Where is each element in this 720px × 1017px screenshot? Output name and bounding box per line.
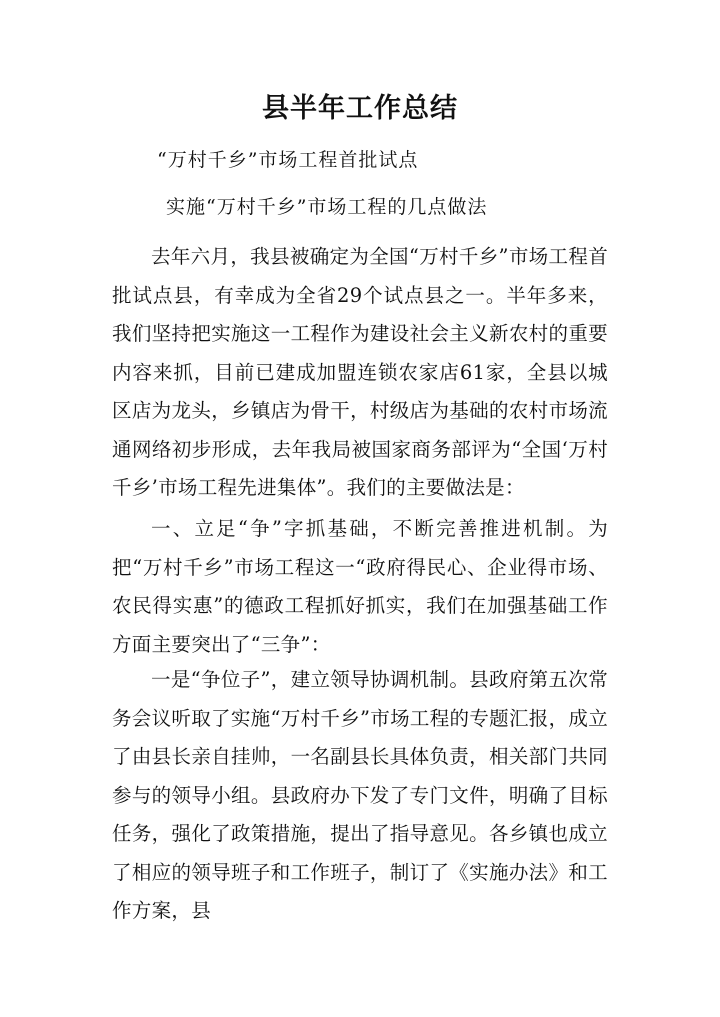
body-section-point-one xyxy=(112,510,608,664)
document-subtitle-pilot: “万村千乡”市场工程首批试点 xyxy=(157,149,419,171)
paragraph-first-measure: 一是“争位子”，建立领导协调机制。县政府第五次常务会议听取了实施“万村千乡”市场工程的专题汇报，成立了由县长亲自挂帅，一名副县长具体负责，相关部门共同参与的领导小组。县政府办下发了专门文件，明确了目标任务，强化了政策措施，提出了指导意见。各乡镇也成立了相应的领导班子和工作班子，制订了《实施办法》和工作方案，县 xyxy=(112,668,608,922)
body-section-first-measure xyxy=(112,661,608,931)
body-section-intro xyxy=(112,238,608,508)
paragraph-intro: 去年六月，我县被确定为全国“万村千乡”市场工程首批试点县，有幸成为全省29个试点县之一。半年多来，我们坚持把实施这一工程作为建设社会主义新农村的重要内容来抓，目前已建成加盟连锁农家店61家，全县以城区店为龙头，乡镇店为骨干，村级店为基础的农村市场流通网络初步形成，去年我局被国家商务部评为“全国‘万村千乡’市场工程先进集体”。我们的主要做法是： xyxy=(112,245,608,499)
document-title: 县半年工作总结 xyxy=(262,93,458,124)
paragraph-point-one: 一、立足“争”字抓基础，不断完善推进机制。为把“万村千乡”市场工程这一“政府得民心、企业得市场、农民得实惠”的德政工程抓好抓实，我们在加强基础工作方面主要突出了“三争”： xyxy=(112,517,608,656)
document-subtitle-methods: 实施“万村千乡”市场工程的几点做法 xyxy=(166,196,488,218)
